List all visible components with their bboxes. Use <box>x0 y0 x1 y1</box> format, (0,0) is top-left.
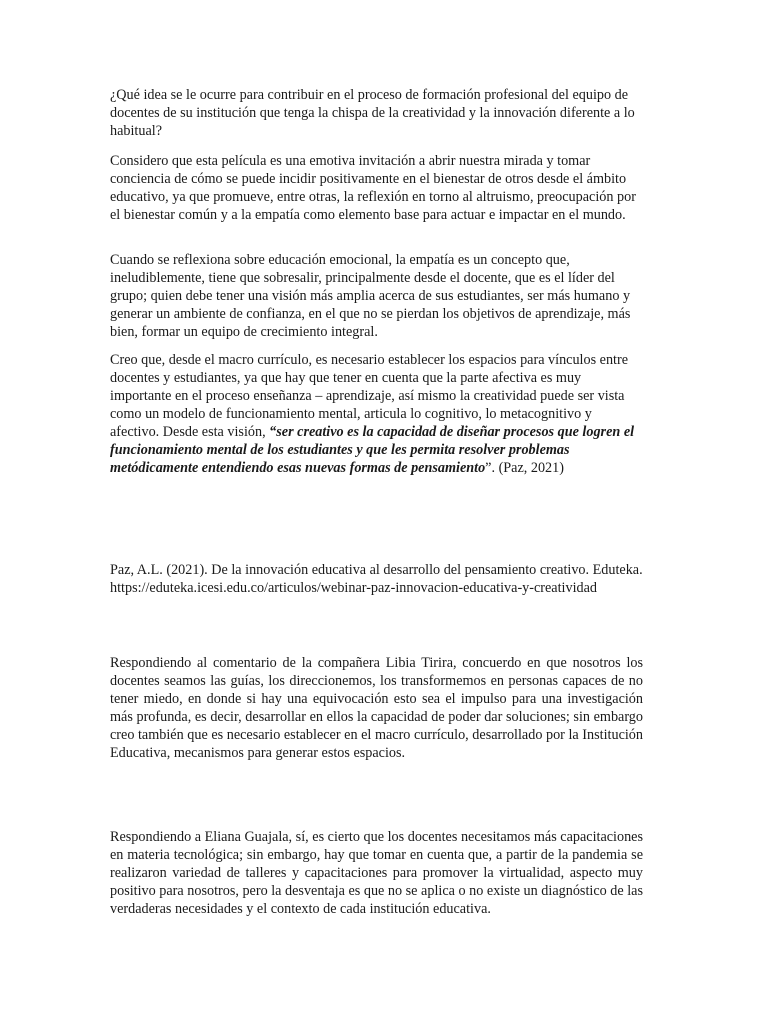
reply-eliana-guajala: Respondiendo a Eliana Guajala, sí, es cierto que los docentes necesitamos más capacitaciones en materia tecnológica; sin embargo, hay que tomar en cuenta que, a partir de la pandemia se realizaron variedad de talleres y capacitaciones para promover la virtualidad, aspecto muy positivo para nosotros, pero la desventaja es que no se aplica o no existe un diagnóstico de las verdaderas necesidades y el contexto de cada institución educativa. <box>110 829 643 917</box>
reference-entry: Paz, A.L. (2021). De la innovación educativa al desarrollo del pensamiento creativo. Eduteka. https://eduteka.icesi.edu.co/articulos/webinar-paz-innovacion-educativa-y-creatividad <box>110 562 643 596</box>
reply-libia-tirira: Respondiendo al comentario de la compañera Libia Tirira, concuerdo en que nosotros los docentes seamos las guías, los direccionemos, los transformemos en personas capaces de no tener miedo, en donde si hay una equivocación esto sea el impulso para una investigación más profunda, es decir, desarrollar en ellos la capacidad de poder dar soluciones; sin embargo creo también que es necesario establecer en el macro currículo, desarrollado por la Institución Educativa, mecanismos para generar estos espacios. <box>110 655 643 761</box>
citation-quote: “ser creativo es la capacidad de diseñar procesos que logren el funcionamiento mental de los estudiantes y que les permita resolver problemas metódicamente entendiendo esas nuevas formas de pensamiento <box>110 424 635 476</box>
paragraph-macro-curriculum <box>110 351 643 477</box>
citation-source: ”. (Paz, 2021) <box>485 460 564 476</box>
paragraph-intro-text: Creo que, desde el macro currículo, es necesario establecer los espacios para vínculos entre docentes y estudiantes, ya que hay que tener en cuenta que la parte afectiva es muy importante en el proceso enseñanza – aprendizaje, así mismo la creatividad puede ser vista como un modelo de funcionamiento mental, articula lo cognitivo, lo metacognitivo y afectivo. Desde esta visión, <box>110 352 629 440</box>
question-paragraph: ¿Qué idea se le ocurre para contribuir en el proceso de formación profesional del equipo de docentes de su institución que tenga la chispa de la creatividad y la innovación diferente a lo habitual? <box>110 87 635 139</box>
paragraph-film-invitation: Considero que esta película es una emotiva invitación a abrir nuestra mirada y tomar conciencia de cómo se puede incidir positivamente en el bienestar de otros desde el ámbito educativo, ya que promueve, entre otras, la reflexión en torno al altruismo, preocupación por el bienestar común y a la empatía como elemento base para actuar e impactar en el mundo. <box>110 153 636 223</box>
paragraph-emotional-education: Cuando se reflexiona sobre educación emocional, la empatía es un concepto que, ineludiblemente, tiene que sobresalir, principalmente desde el docente, que es el líder del grupo; quien debe tener una visión más amplia acerca de sus estudiantes, ser más humano y generar un ambiente de confianza, en el que no se pierdan los objetivos de aprendizaje, más bien, formar un equipo de crecimiento integral. <box>110 252 631 340</box>
